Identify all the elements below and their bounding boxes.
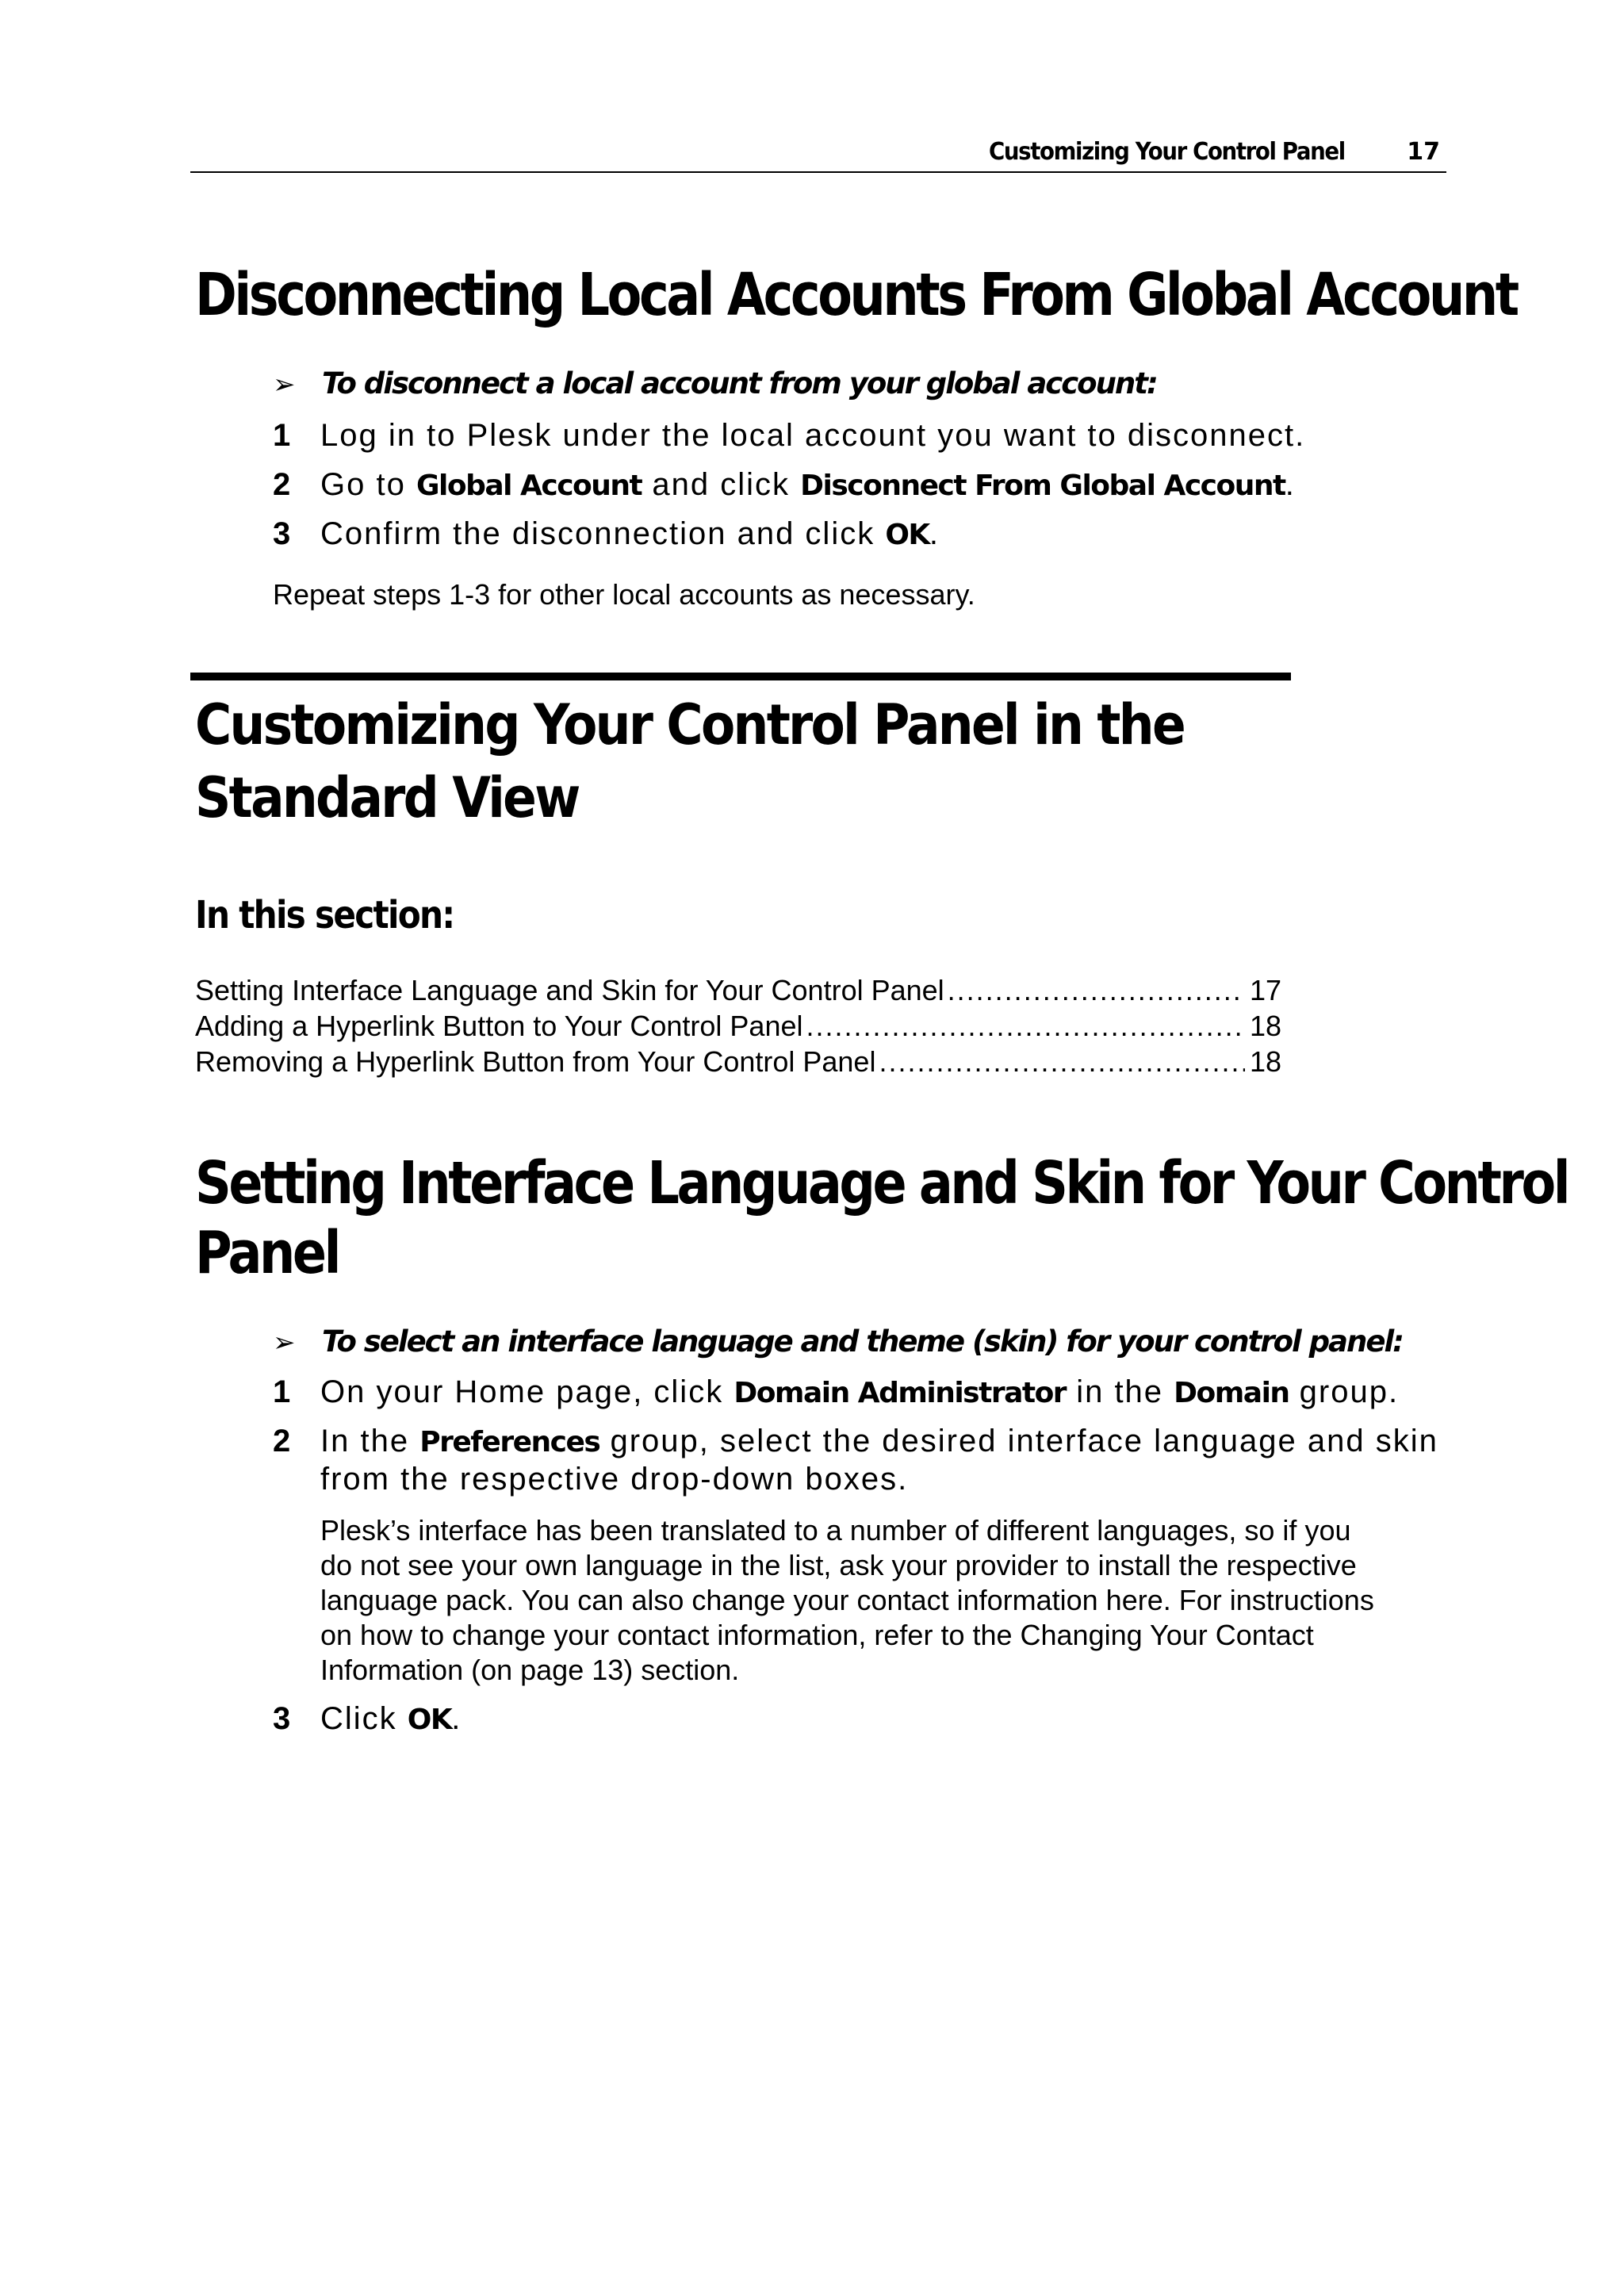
- ui-term-global-account: Global Account: [416, 470, 642, 502]
- heading-customizing-line-1: Customizing Your Control Panel in the: [195, 692, 1184, 757]
- toc-leader: [806, 1008, 1245, 1044]
- ui-term-preferences: Preferences: [419, 1426, 600, 1458]
- toc-list: [195, 972, 1281, 1079]
- arrow-bullet-icon: ➢: [273, 1327, 296, 1359]
- step-text: On your Home page, click Domain Administrator in the Domain group.: [320, 1374, 1400, 1409]
- explanation-line: Plesk’s interface has been translated to a number of different languages, so if you: [320, 1514, 1351, 1547]
- toc-entry[interactable]: [195, 1008, 1281, 1044]
- toc-entry[interactable]: [195, 1044, 1281, 1079]
- note-repeat-steps: Repeat steps 1-3 for other local accounts as necessary.: [273, 578, 975, 611]
- toc-entry-page: 18: [1249, 1010, 1281, 1042]
- heading-language-line-1: Setting Interface Language and Skin for Your Control: [195, 1149, 1568, 1217]
- toc-leader: [879, 1044, 1245, 1079]
- step-text: Click OK.: [320, 1701, 462, 1736]
- step-number: 2: [273, 1424, 291, 1458]
- toc-entry[interactable]: [195, 972, 1281, 1008]
- ui-term-ok: OK: [885, 519, 929, 551]
- toc-entry-page: 17: [1249, 974, 1281, 1006]
- explanation-line: do not see your own language in the list, ask your provider to install the respective: [320, 1549, 1357, 1581]
- explanation-line: Information (on page 13) section.: [320, 1654, 740, 1686]
- step-number: 1: [273, 1374, 291, 1409]
- running-header-title: Customizing Your Control Panel: [989, 138, 1345, 166]
- explanation-line: language pack. You can also change your contact information here. For instructions: [320, 1584, 1374, 1616]
- ui-term-ok: OK: [407, 1704, 452, 1736]
- toc-entry-title: Adding a Hyperlink Button to Your Control Panel: [195, 1010, 803, 1042]
- toc-leader: [948, 972, 1245, 1008]
- procedure-intro-text: To select an interface language and theme (skin) for your control panel:: [322, 1324, 1403, 1359]
- arrow-bullet-icon: ➢: [273, 369, 296, 401]
- procedure-intro-disconnect: [273, 365, 1157, 404]
- heading-customizing-line-2: Standard View: [195, 765, 579, 830]
- running-header: [190, 136, 1446, 173]
- procedure-intro-text: To disconnect a local account from your global account:: [322, 366, 1157, 401]
- ui-term-domain-administrator: Domain Administrator: [733, 1377, 1067, 1409]
- step-text: Confirm the disconnection and click OK.: [320, 516, 940, 551]
- toc-entry-page: 18: [1249, 1045, 1281, 1078]
- explanation-paragraph: [320, 1513, 1374, 1688]
- ui-term-domain: Domain: [1174, 1377, 1289, 1409]
- explanation-line: on how to change your contact information, refer to the Changing Your Contact: [320, 1619, 1314, 1651]
- subheading-in-this-section: In this section:: [195, 893, 454, 937]
- section-rule: [190, 673, 1291, 680]
- page-number: 17: [1407, 138, 1440, 166]
- step-number: 3: [273, 1701, 291, 1736]
- step-text: Go to Global Account and click Disconnect From Global Account.: [320, 467, 1296, 502]
- step-number: 2: [273, 467, 291, 502]
- toc-entry-title: Removing a Hyperlink Button from Your Control Panel: [195, 1045, 876, 1078]
- heading-language-line-2: Panel: [195, 1219, 339, 1287]
- heading-disconnecting: Disconnecting Local Accounts From Global Account: [195, 261, 1517, 329]
- step-number: 3: [273, 516, 291, 551]
- toc-entry-title: Setting Interface Language and Skin for Your Control Panel: [195, 974, 944, 1006]
- ui-term-disconnect: Disconnect From Global Account: [800, 470, 1285, 502]
- step-text: Log in to Plesk under the local account you want to disconnect.: [320, 418, 1306, 453]
- step-text: In the Preferences group, select the desired interface language and skin: [320, 1424, 1438, 1458]
- step-number: 1: [273, 418, 291, 453]
- step-text-line-2: from the respective drop-down boxes.: [320, 1462, 909, 1497]
- procedure-intro-language: [273, 1323, 1403, 1362]
